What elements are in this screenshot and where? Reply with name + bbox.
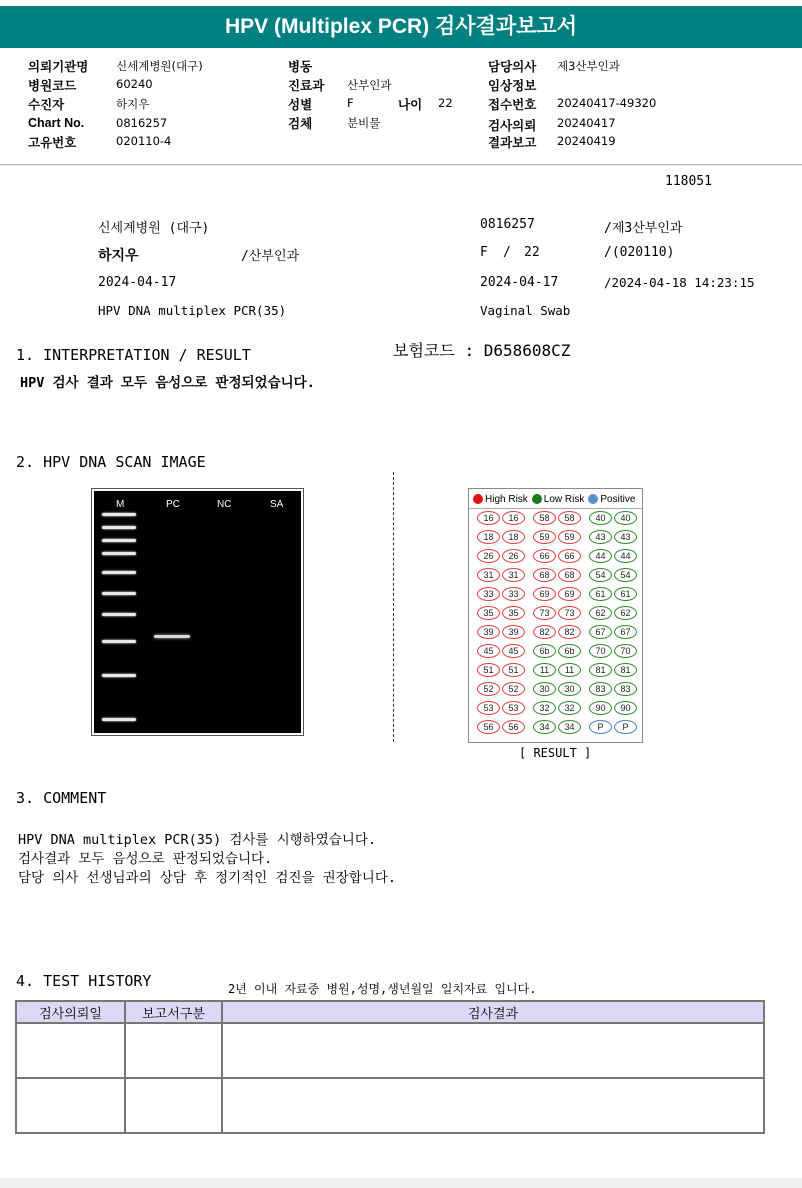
scan-divider [393, 472, 394, 742]
chip-spot: 82 [533, 625, 556, 639]
chip-spot: 58 [533, 511, 556, 525]
history-note: 2년 이내 자료중 병원,성명,생년월일 일치자료 입니다. [228, 982, 537, 996]
gel-ladder-band [102, 539, 136, 542]
history-heading: 4. TEST HISTORY [16, 972, 152, 990]
patient-label: 수진자 [28, 98, 65, 112]
chip-spot: 30 [558, 682, 581, 696]
gel-ladder-band [102, 552, 136, 555]
patient-request-date: 2024-04-17 [98, 275, 177, 290]
chip-spot: 83 [614, 682, 637, 696]
chip-spot: 6b [533, 644, 556, 658]
header-divider [0, 164, 802, 165]
chip-spot: 39 [502, 625, 525, 639]
chip-spot: 35 [502, 606, 525, 620]
chip-spot: 40 [614, 511, 637, 525]
chip-spot: 56 [502, 720, 525, 734]
chip-spot: 33 [502, 587, 525, 601]
chip-spot: 44 [614, 549, 637, 563]
col-report-type: 보고서구분 [125, 1001, 222, 1023]
report-date-label: 결과보고 [488, 136, 537, 150]
chip-legend-divider [469, 508, 642, 509]
request-date-value: 20240417 [557, 116, 616, 130]
test-history-table [15, 1000, 765, 1134]
chip-spot: 33 [477, 587, 500, 601]
patient-sex-age-separator: / [503, 245, 511, 260]
chip-spot: 56 [477, 720, 500, 734]
chip-spot: 73 [533, 606, 556, 620]
chart-no-value: 0816257 [116, 116, 168, 130]
age-label: 나이 [398, 98, 423, 112]
patient-hospital: 신세계병원 (대구) [98, 221, 210, 236]
chip-spot: 52 [502, 682, 525, 696]
doctor-value: 제3산부인과 [557, 59, 620, 73]
gel-positive-control-band [154, 635, 190, 638]
legend-item [532, 494, 585, 505]
patient-test-name: HPV DNA multiplex PCR(35) [98, 303, 287, 318]
report-header [0, 0, 802, 165]
department-label: 진료과 [288, 79, 325, 93]
patient-receive-date: 2024-04-17 [480, 275, 559, 290]
chip-spot: 69 [533, 587, 556, 601]
table-cell [125, 1078, 222, 1133]
chip-spot: 68 [558, 568, 581, 582]
chip-spot: 45 [477, 644, 500, 658]
gel-ladder-band [102, 640, 136, 643]
receipt-no-value: 20240417-49320 [557, 96, 657, 110]
chip-spot: 66 [533, 549, 556, 563]
chip-spot: P [614, 720, 637, 734]
legend-label: Low Risk [543, 493, 585, 505]
hospital-name-value: 신세계병원(대구) [116, 59, 203, 73]
request-date-label: 검사의뢰 [488, 119, 537, 133]
patient-doctor: /제3산부인과 [604, 221, 683, 236]
chip-spot: 83 [589, 682, 612, 696]
chip-spot: 40 [589, 511, 612, 525]
gel-ladder-band [102, 613, 136, 616]
sex-label: 성별 [288, 98, 313, 112]
chip-spot: 53 [477, 701, 500, 715]
chip-spot: 26 [477, 549, 500, 563]
chip-spot: 73 [558, 606, 581, 620]
legend-item [473, 494, 528, 505]
scan-image-heading: 2. HPV DNA SCAN IMAGE [16, 453, 206, 471]
age-value: 22 [438, 96, 453, 110]
chip-spot: 31 [477, 568, 500, 582]
chip-spot: 59 [558, 530, 581, 544]
chip-spot: 58 [558, 511, 581, 525]
chip-spot: 53 [502, 701, 525, 715]
unique-no-value: 020110-4 [116, 134, 172, 148]
chip-spot: 62 [614, 606, 637, 620]
table-cell [16, 1023, 125, 1078]
doctor-label: 담당의사 [488, 60, 537, 74]
gel-ladder-band [102, 592, 136, 595]
chip-spot: 81 [589, 663, 612, 677]
chip-spot: 54 [614, 568, 637, 582]
comment-heading: 3. COMMENT [16, 789, 107, 807]
insurance-code: 보험코드 : D658608CZ [393, 341, 571, 360]
legend-label: High Risk [485, 493, 528, 505]
table-cell [16, 1078, 125, 1133]
gel-background [94, 491, 301, 733]
comment-line-2: 검사결과 모두 음성으로 판정되었습니다. [18, 851, 273, 867]
hospital-name-label: 의뢰기관명 [28, 60, 89, 74]
chip-spot: 18 [502, 530, 525, 544]
legend-dot-icon [532, 494, 542, 504]
gel-lane-label-m: M [116, 499, 125, 510]
interpretation-text: HPV 검사 결과 모두 음성으로 판정되었습니다. [20, 375, 315, 391]
gel-lane-label-nc: NC [217, 499, 232, 510]
chip-spot: 68 [533, 568, 556, 582]
gel-lane-label-sa: SA [270, 499, 284, 510]
legend-dot-icon [473, 494, 483, 504]
report-id: 118051 [665, 174, 712, 189]
chip-spot: 34 [558, 720, 581, 734]
chip-spot: 11 [533, 663, 556, 677]
patient-dept: /산부인과 [241, 249, 300, 264]
chip-spot: 45 [502, 644, 525, 658]
chip-spot: 67 [614, 625, 637, 639]
col-test-result: 검사결과 [222, 1001, 764, 1023]
chip-spot: 11 [558, 663, 581, 677]
patient-sex: F [480, 245, 488, 260]
patient-report-datetime: /2024-04-18 14:23:15 [604, 275, 755, 290]
chip-spot: 62 [589, 606, 612, 620]
chip-spot: 39 [477, 625, 500, 639]
chip-legend [473, 492, 639, 506]
gel-ladder-band [102, 513, 136, 516]
clinical-info-label: 임상정보 [488, 79, 537, 93]
chip-spot: 26 [502, 549, 525, 563]
patient-age: 22 [524, 245, 540, 260]
gel-ladder-band [102, 674, 136, 677]
chip-spot: 66 [558, 549, 581, 563]
table-header-row [16, 1001, 764, 1023]
gel-ladder-band [102, 571, 136, 574]
comment-line-3: 담당 의사 선생님과의 상담 후 정기적인 검진을 권장합니다. [18, 870, 397, 886]
patient-name: 하지우 [98, 247, 139, 263]
chip-spot: 34 [533, 720, 556, 734]
chip-spot: 43 [589, 530, 612, 544]
chip-spot: 61 [614, 587, 637, 601]
table-row [16, 1023, 764, 1078]
chip-spot: 90 [589, 701, 612, 715]
receipt-no-label: 접수번호 [488, 98, 537, 112]
patient-specimen: Vaginal Swab [480, 303, 571, 318]
hospital-code-value: 60240 [116, 77, 153, 91]
chip-spot: 81 [614, 663, 637, 677]
chip-spot: P [589, 720, 612, 734]
chip-spot: 67 [589, 625, 612, 639]
chip-spot: 32 [558, 701, 581, 715]
chip-spot: 59 [533, 530, 556, 544]
chip-spot: 90 [614, 701, 637, 715]
report-title: HPV (Multiplex PCR) 검사결과보고서 [0, 6, 802, 48]
col-request-date: 검사의뢰일 [16, 1001, 125, 1023]
patient-value: 하지우 [116, 97, 150, 111]
ward-label: 병동 [288, 60, 313, 74]
table-cell [222, 1078, 764, 1133]
chip-spot: 54 [589, 568, 612, 582]
gel-ladder-band [102, 718, 136, 721]
chart-no-label: Chart No. [28, 116, 85, 130]
chip-spot: 70 [589, 644, 612, 658]
chip-spot: 52 [477, 682, 500, 696]
chip-spot: 69 [558, 587, 581, 601]
chip-spot: 51 [477, 663, 500, 677]
chip-spot: 30 [533, 682, 556, 696]
table-cell [125, 1023, 222, 1078]
gel-ladder-band [102, 526, 136, 529]
hospital-code-label: 병원코드 [28, 79, 77, 93]
chip-spot: 70 [614, 644, 637, 658]
page-bottom-margin [0, 1178, 802, 1188]
patient-unique-no: /(020110) [604, 245, 675, 260]
interpretation-heading: 1. INTERPRETATION / RESULT [16, 346, 251, 364]
table-cell [222, 1023, 764, 1078]
chip-spot: 31 [502, 568, 525, 582]
chip-caption: [ RESULT ] [519, 746, 592, 760]
comment-line-1: HPV DNA multiplex PCR(35) 검사를 시행하였습니다. [18, 832, 376, 848]
gel-electrophoresis-image [91, 488, 304, 736]
specimen-value: 분비물 [347, 116, 381, 130]
chip-spot: 32 [533, 701, 556, 715]
department-value: 산부인과 [347, 78, 392, 92]
chip-spot: 51 [502, 663, 525, 677]
legend-item [588, 494, 635, 505]
patient-chart-no: 0816257 [480, 217, 535, 232]
table-row [16, 1078, 764, 1133]
chip-spot: 82 [558, 625, 581, 639]
chip-spot: 16 [477, 511, 500, 525]
legend-label: Positive [600, 493, 636, 505]
chip-spot: 16 [502, 511, 525, 525]
chip-spot: 6b [558, 644, 581, 658]
report-date-value: 20240419 [557, 134, 616, 148]
chip-spot: 35 [477, 606, 500, 620]
chip-spot: 18 [477, 530, 500, 544]
hpv-chip-result [468, 488, 643, 743]
chip-spot: 61 [589, 587, 612, 601]
sex-value: F [347, 96, 354, 110]
unique-no-label: 고유번호 [28, 136, 77, 150]
legend-dot-icon [588, 494, 598, 504]
chip-spot: 43 [614, 530, 637, 544]
gel-lane-label-pc: PC [166, 499, 180, 510]
chip-spot: 44 [589, 549, 612, 563]
specimen-label: 검체 [288, 117, 313, 131]
report-page [0, 166, 802, 1178]
